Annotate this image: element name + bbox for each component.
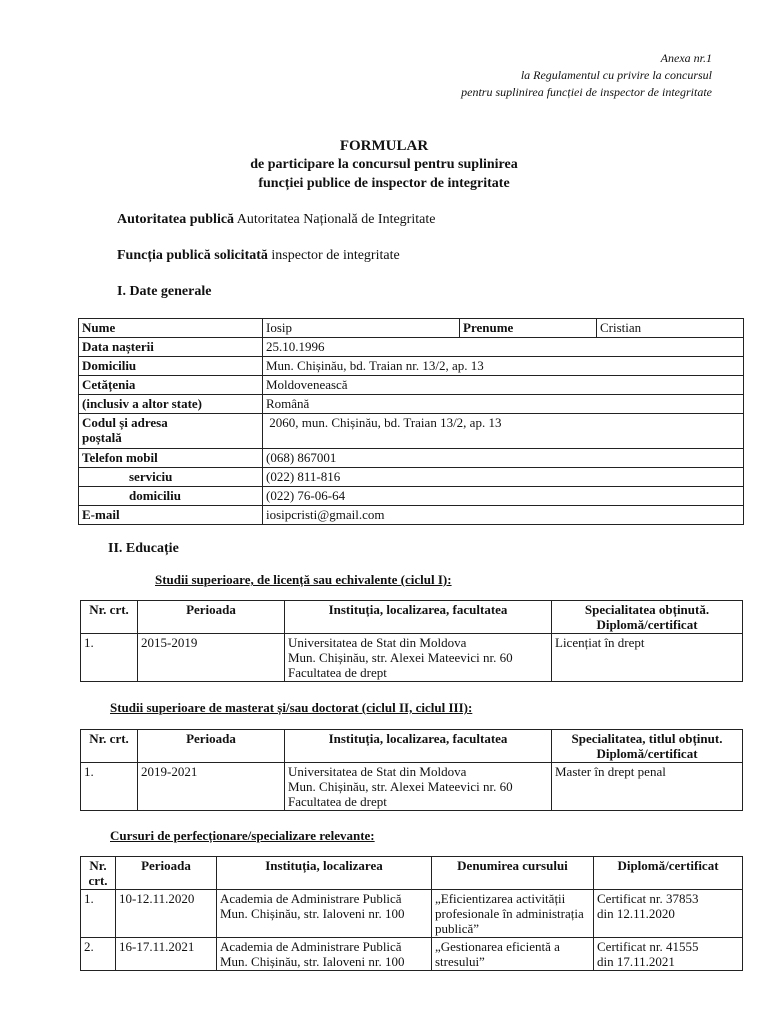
annex-purpose: pentru suplinirea funcției de inspector de integritate [461,85,712,99]
mobile-phone-label: Telefon mobil [79,449,263,468]
mobile-phone-value: (068) 867001 [263,449,744,468]
institution-name: Academia de Administrare Publică [220,891,402,906]
name-value: Iosip [263,319,460,338]
row-nr: 1. [81,634,138,682]
diploma-date: din 17.11.2021 [597,954,675,969]
residence-label: Domiciliu [79,357,263,376]
table-row [79,468,744,487]
surname-label: Prenume [460,319,597,338]
col-specialty-header: Specialitatea obținută. Diplomă/certificat [552,601,743,634]
institution-faculty: Facultatea de drept [288,665,387,680]
postal-address-label [79,414,263,449]
col-period-header: Perioada [116,857,217,890]
email-value: iosipcristi@gmail.com [263,506,744,525]
annex-regulation: la Regulamentul cu privire la concursul [520,68,712,82]
institution-name: Universitatea de Stat din Moldova [288,764,467,779]
table-row [79,395,744,414]
other-citizenship-label: (inclusiv a altor state) [79,395,263,414]
courses-heading: Cursuri de perfecționare/specializare relevante: [110,828,375,843]
col-diploma-header: Diplomă/certificat [594,857,743,890]
row-period: 10-12.11.2020 [116,890,217,938]
institution-address: Mun. Chișinău, str. Alexei Mateevici nr. 60 [288,650,513,665]
row-course: „Eficientizarea activității profesionale în administrația publică” [432,890,594,938]
table-row [81,763,743,811]
table-row [79,338,744,357]
row-institution [285,634,552,682]
residence-value: Mun. Chișinău, bd. Traian nr. 13/2, ap. 13 [263,357,744,376]
table-row [81,938,743,971]
institution-name: Academia de Administrare Publică [220,939,402,954]
diploma-date: din 12.11.2020 [597,906,675,921]
courses-table [80,856,743,971]
institution-address: Mun. Chișinău, str. Alexei Mateevici nr. 60 [288,779,513,794]
col-institution-header: Instituția, localizarea [217,857,432,890]
col-institution-header: Instituția, localizarea, facultatea [285,601,552,634]
annex-number: Anexa nr.1 [660,51,712,65]
authority-line [117,211,435,229]
row-institution [217,938,432,971]
form-title: FORMULAR [339,138,429,154]
table-row [79,376,744,395]
table-header-row [81,730,743,763]
row-institution [217,890,432,938]
form-subtitle-2: funcției publice de inspector de integritate [258,176,510,191]
position-line [117,247,400,265]
authority-value: Autoritatea Națională de Integritate [236,212,436,227]
postal-address-label-line2: poștală [82,430,122,445]
postal-address-label-line1: Codul și adresa [82,415,168,430]
col-specialty-header: Specialitatea, titlul obținut. Diplomă/certificat [552,730,743,763]
form-subtitle-1: de participare la concursul pentru suplinirea [250,157,518,172]
row-diploma [594,890,743,938]
col-period-header: Perioada [138,730,285,763]
row-nr: 1. [81,763,138,811]
row-specialty: Licențiat în drept [552,634,743,682]
institution-name: Universitatea de Stat din Moldova [288,635,467,650]
position-value: inspector de integritate [271,248,400,263]
row-nr: 1. [81,890,116,938]
diploma-number: Certificat nr. 41555 [597,939,699,954]
table-row [79,319,744,338]
row-course: „Gestionarea eficientă a stresului” [432,938,594,971]
table-row [79,414,744,449]
position-label: Funcția publică solicitată [117,248,268,263]
section-general-heading: I. Date generale [117,284,212,299]
table-row [79,487,744,506]
annex-reference [461,50,712,101]
work-phone-value: (022) 811-816 [263,468,744,487]
section-education-heading: II. Educație [108,541,179,556]
col-period-header: Perioada [138,601,285,634]
master-table [80,729,743,811]
table-header-row [81,857,743,890]
col-course-header: Denumirea cursului [432,857,594,890]
name-label: Nume [79,319,263,338]
row-diploma [594,938,743,971]
row-nr: 2. [81,938,116,971]
row-institution [285,763,552,811]
col-institution-header: Instituția, localizarea, facultatea [285,730,552,763]
col-nr-header: Nr. crt. [81,857,116,890]
row-specialty: Master în drept penal [552,763,743,811]
table-row [81,890,743,938]
master-heading: Studii superioare de masterat și/sau doctorat (ciclul II, ciclul III): [110,700,473,715]
table-header-row [81,601,743,634]
home-phone-value: (022) 76-06-64 [263,487,744,506]
row-period: 2019-2021 [138,763,285,811]
bachelor-heading: Studii superioare, de licență sau echivalente (ciclul I): [155,572,452,587]
general-data-table [78,318,744,525]
table-row [79,506,744,525]
work-phone-label: serviciu [79,468,263,487]
citizenship-label: Cetățenia [79,376,263,395]
citizenship-value: Moldovenească [263,376,744,395]
institution-address: Mun. Chișinău, str. Ialoveni nr. 100 [220,954,405,969]
dob-value: 25.10.1996 [263,338,744,357]
table-row [79,357,744,376]
row-period: 16-17.11.2021 [116,938,217,971]
col-nr-header: Nr. crt. [81,730,138,763]
institution-faculty: Facultatea de drept [288,794,387,809]
email-label: E-mail [79,506,263,525]
other-citizenship-value: Română [263,395,744,414]
diploma-number: Certificat nr. 37853 [597,891,699,906]
table-row [81,634,743,682]
bachelor-table [80,600,743,682]
row-period: 2015-2019 [138,634,285,682]
authority-label: Autoritatea publică [117,212,235,227]
home-phone-label: domiciliu [79,487,263,506]
institution-address: Mun. Chișinău, str. Ialoveni nr. 100 [220,906,405,921]
postal-address-value: 2060, mun. Chișinău, bd. Traian 13/2, ap. 13 [263,414,744,449]
dob-label: Data nașterii [79,338,263,357]
col-nr-header: Nr. crt. [81,601,138,634]
surname-value: Cristian [597,319,744,338]
table-row [79,449,744,468]
